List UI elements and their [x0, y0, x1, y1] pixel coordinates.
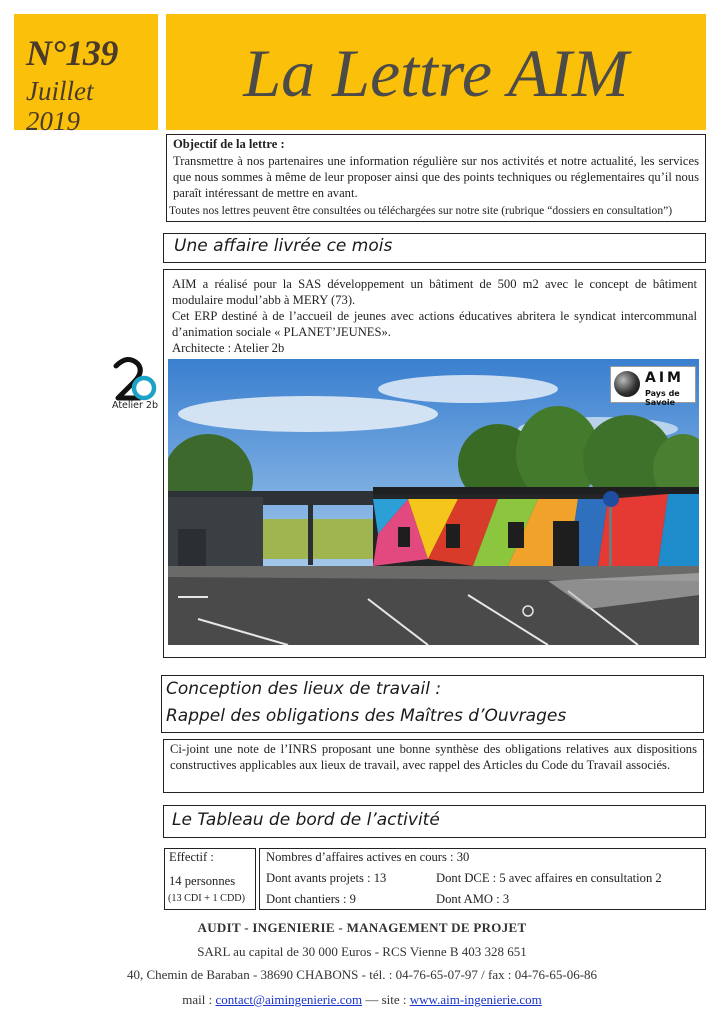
effectif-box [164, 848, 256, 910]
conception-box [163, 739, 704, 793]
aim-logo-subtitle: Pays de Savoie [645, 389, 680, 407]
conception-body: Ci-joint une note de l’INRS proposant une bonne synthèse des obligations relatives aux dispositions constructives applicables aux lieux de travail, avec rappel des Articles du Code du Travail associés. [170, 742, 697, 772]
issue-box [14, 14, 158, 136]
mail-label: mail : [182, 992, 216, 1007]
email-link[interactable]: contact@aimingenierie.com [215, 992, 363, 1007]
affaires-actives: Nombres d’affaires actives en cours : 30 [266, 850, 470, 864]
newsletter-title: La Lettre AIM [243, 35, 629, 111]
footer-tagline: AUDIT - INGENIERIE - MANAGEMENT DE PROJET [197, 920, 527, 935]
aim-ball-icon [614, 371, 640, 397]
atelier-2b-logo [108, 356, 162, 416]
avant-projets: Dont avants projets : 13 [266, 871, 387, 885]
amo-count: Dont AMO : 3 [436, 892, 510, 906]
issue-month: Juillet [26, 76, 94, 106]
affaire-paragraph-1: AIM a réalisé pour la SAS développement un bâtiment de 500 m2 avec le concept de bâtiment modulaire modul’abb à MERY (73). [172, 277, 697, 307]
dce-count: Dont DCE : 5 avec affaires en consultation 2 [436, 871, 662, 885]
title-banner [166, 14, 706, 130]
conception-heading-line1: Conception des lieux de travail : [166, 679, 442, 699]
affaire-architect: Architecte : Atelier 2b [172, 341, 285, 355]
website-link[interactable]: www.aim-ingenierie.com [409, 992, 542, 1007]
affaire-heading: Une affaire livrée ce mois [174, 236, 393, 256]
issue-year: 2019 [26, 106, 80, 136]
issue-number: N°139 [26, 33, 118, 73]
tableau-heading-box [163, 805, 706, 838]
atelier-2b-caption: Atelier 2b [111, 400, 159, 411]
effectif-value: 14 personnes [169, 874, 236, 888]
stats-box [259, 848, 706, 910]
aim-logo [610, 366, 696, 407]
objectif-note: Toutes nos lettres peuvent être consultées ou téléchargées sur notre site (rubrique “dossiers en consultation”) [169, 204, 673, 218]
footer-contact [0, 992, 724, 1008]
affaire-heading-box [163, 233, 706, 263]
objectif-box [166, 134, 706, 222]
site-label: — site : [362, 992, 410, 1007]
conception-heading-box [161, 675, 704, 733]
effectif-detail: (13 CDI + 1 CDD) [168, 893, 246, 904]
conception-heading-line2: Rappel des obligations des Maîtres d’Ouvrages [166, 706, 567, 726]
aim-logo-name: AIM [645, 370, 684, 386]
tableau-heading: Le Tableau de bord de l’activité [172, 810, 440, 830]
atelier-2b-icon [108, 356, 162, 402]
footer-company: SARL au capital de 30 000 Euros - RCS Vienne B 403 328 651 [197, 944, 527, 959]
effectif-label: Effectif : [169, 850, 214, 864]
footer-address: 40, Chemin de Baraban - 38690 CHABONS - tél. : 04-76-65-07-97 / fax : 04-76-65-06-86 [126, 967, 598, 982]
objectif-label: Objectif de la lettre : [173, 137, 285, 151]
chantiers-count: Dont chantiers : 9 [266, 892, 356, 906]
objectif-body: Transmettre à nos partenaires une information régulière sur nos activités et notre actualité, les services que nous sommes à même de leur proposer ainsi que des points techniques ou réglementaires qu’il nous paraît intéressant de mettre en avant. [173, 154, 699, 200]
affaire-paragraph-2: Cet ERP destiné à de l’accueil de jeunes avec actions éducatives abritera le syndicat intercommunal d’animation sociale « PLANET’JEUNES». [172, 309, 697, 339]
